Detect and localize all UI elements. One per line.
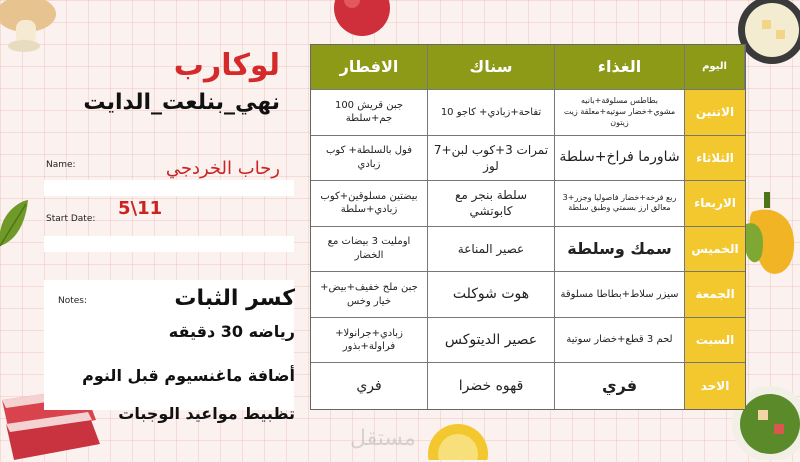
name-field (44, 180, 294, 196)
name-label: Name: (46, 160, 76, 170)
lunch-cell: فري (555, 363, 685, 409)
notes-label: Notes: (58, 296, 88, 306)
header-breakfast: الافطار (311, 45, 428, 90)
note-item: كسر الثبات (174, 286, 295, 311)
watermark-text: مستقل (350, 426, 416, 451)
mushroom-decoration (0, 0, 64, 52)
leaf-decoration (0, 198, 32, 250)
start-date-field (44, 236, 294, 252)
snack-cell: تفاحة+زبادي+ كاجو 10 (428, 90, 555, 136)
day-cell: السبت (685, 318, 745, 364)
day-cell: الثلاثاء (685, 136, 745, 182)
snack-cell: تمرات 3+كوب لبن+7 لوز (428, 136, 555, 182)
lunch-cell: لحم 3 قطع+خضار سوتية (555, 318, 685, 364)
breakfast-cell: فري (311, 363, 428, 409)
snack-cell: هوت شوكلت (428, 272, 555, 318)
breakfast-cell: جبن ملح خفيف+بيض+ خيار وخس (311, 272, 428, 318)
snack-cell: قهوه خضرا (428, 363, 555, 409)
day-cell: الاحد (685, 363, 745, 409)
lemon-decoration (418, 414, 498, 460)
start-date-label: Start Date: (46, 214, 96, 224)
name-value: رحاب الخردجي (165, 158, 280, 179)
note-item: تظبيط مواعيد الوجبات (118, 404, 295, 423)
plan-title: لوكارب (173, 48, 280, 83)
lunch-cell: سيزر سلاط+بطاطا مسلوقة (555, 272, 685, 318)
header-lunch: الغذاء (555, 45, 685, 90)
lunch-cell: سمك وسلطة (555, 227, 685, 273)
snack-cell: عصير المناعة (428, 227, 555, 273)
note-item: أضافة ماغنسيوم قبل النوم (82, 366, 295, 385)
start-date-value: 5\11 (118, 198, 163, 219)
snack-cell: عصير الديتوكس (428, 318, 555, 364)
breakfast-cell: اومليت 3 بيضات مع الخضار (311, 227, 428, 273)
breakfast-cell: زبادي+جرانولا+ فراولة+بذور (311, 318, 428, 364)
breakfast-cell: جبن قريش 100 جم+سلطة (311, 90, 428, 136)
plan-subtitle: نهي_بنلعت_الدايت (83, 90, 280, 115)
header-snack: سناك (428, 45, 555, 90)
pepper-decoration (744, 192, 800, 282)
note-item: رياضه 30 دقيقه (168, 322, 295, 341)
breakfast-cell: بيضتين مسلوقين+كوب زبادي+سلطة (311, 181, 428, 227)
meal-plan-table (310, 44, 746, 410)
lunch-cell: ربع فرخه+خضار فاصوليا وجزر+3 معالق ارز بسمتي وطبق سلطة (555, 181, 685, 227)
day-cell: الاربعاء (685, 181, 745, 227)
lunch-cell: شاورما فراخ+سلطة (555, 136, 685, 182)
lunch-cell: بطاطس مسلوقة+بانيه مشوي+خضار سوتيه+معلقة زيت زيتون (555, 90, 685, 136)
day-cell: الجمعة (685, 272, 745, 318)
day-cell: الخميس (685, 227, 745, 273)
apple-decoration (322, 0, 402, 40)
snack-cell: سلطة بنجر مع كابوتشي (428, 181, 555, 227)
day-cell: الاتنين (685, 90, 745, 136)
header-day: اليوم (685, 45, 745, 90)
breakfast-cell: فول بالسلطة+ كوب زبادي (311, 136, 428, 182)
